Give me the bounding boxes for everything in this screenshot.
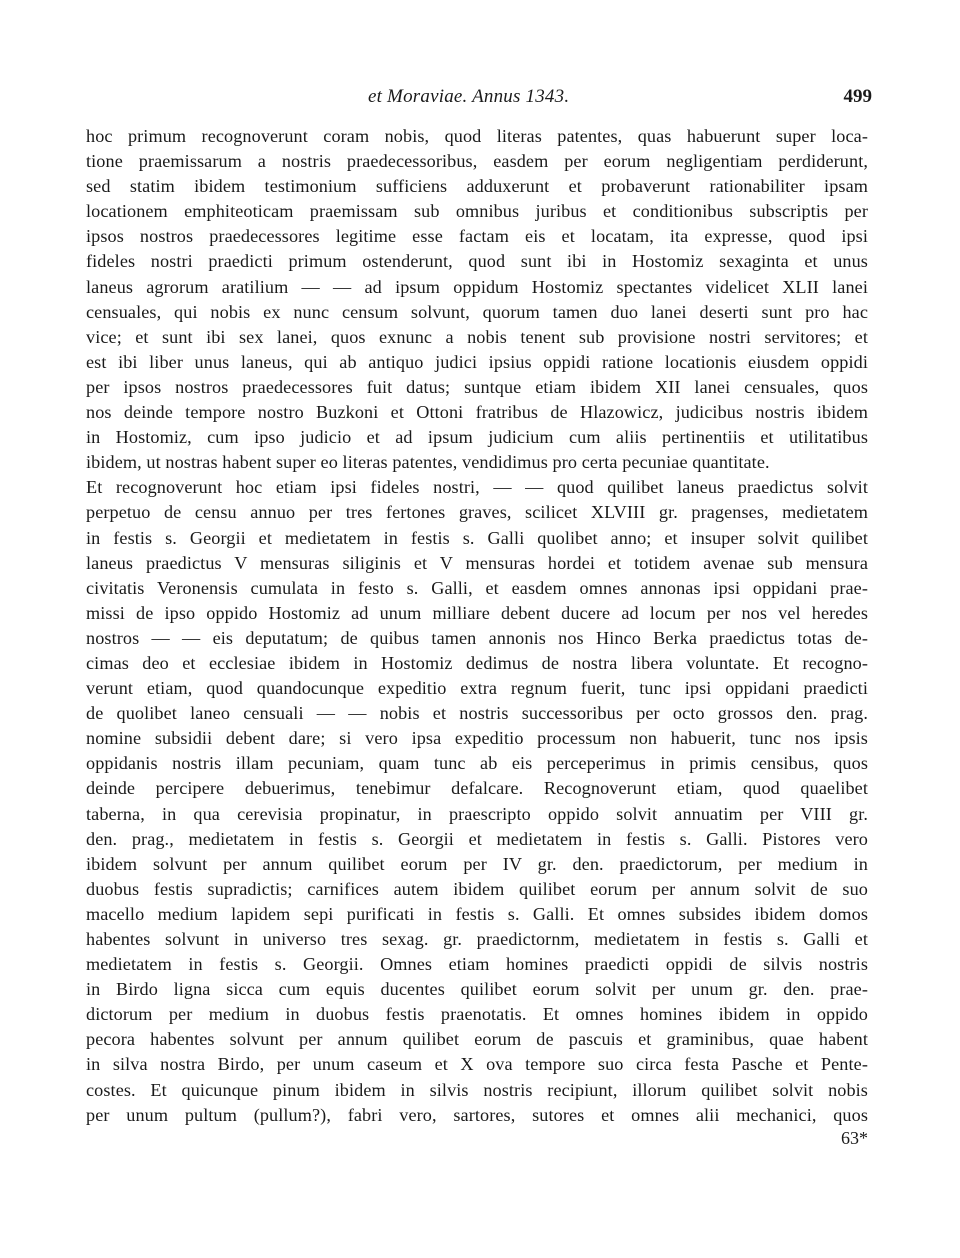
page-number: 499 — [843, 86, 872, 107]
text-line: ibidem, ut nostras habent super eo literas patentes, vendidimus pro certa pecuniae quantitate. — [86, 452, 770, 473]
text-line: nostros — — eis deputatum; de quibus tamen annonis nos Hinco Berka praedictus totas de- — [86, 627, 868, 648]
text-line: per ipsos nostros praedecessores fuit datus; suntque etiam ibidem XII lanei censuales, quos — [86, 376, 868, 397]
text-line: civitatis Veronensis cumulata in festo s. Galli, et easdem omnes annonas ipsi oppidani prae- — [86, 577, 868, 598]
text-line: est ibi liber unus laneus, qui ab antiquo judici ipsius oppidi ratione locationis eiusdem oppidi — [86, 351, 868, 372]
text-line: per unum pultum (pullum?), fabri vero, sartores, sutores et omnes alii mechanici, quos — [86, 1104, 868, 1125]
text-line: laneus praedictus V mensuras siliginis et V mensuras hordei et totidem avenae sub mensura — [86, 552, 868, 573]
text-line: in Birdo ligna sicca cum equis ducentes quilibet eorum solvit per unum gr. den. prae- — [86, 979, 868, 1000]
text-line: macello medium lapidem sepi purificati in festis s. Galli. Et omnes subsides ibidem domos — [86, 903, 868, 924]
text-line: verunt etiam, quod quandocunque expeditio extra regnum fuerit, tunc ipsi oppidani praedicti — [86, 678, 868, 699]
text-line: sed statim ibidem testimonium sufficiens adduxerunt et probaverunt rationabiliter ipsam — [86, 176, 868, 197]
text-line: missi de ipso oppido Hostomiz ad unum milliare debent ducere ad locum per nos vel heredes — [86, 602, 868, 623]
text-line: hoc primum recognoverunt coram nobis, quod literas patentes, quas habuerunt super loca- — [86, 126, 868, 146]
running-title: et Moraviae. Annus 1343. — [368, 86, 570, 107]
text-line: costes. Et quicunque pinum ibidem in silvis nostris recipiunt, illorum quilibet solvit nobis — [86, 1079, 868, 1100]
text-line: Et recognoverunt hoc etiam ipsi fideles nostri, — — quod quilibet laneus praedictus solvit — [86, 477, 868, 498]
text-line: tione praemissarum a nostris praedecessoribus, easdem per eorum negligentiam perdiderunt, — [86, 151, 868, 172]
running-head — [0, 86, 960, 114]
text-line: vice; et sunt ibi sex lanei, quos exnunc a nobis tenent sub provisione nostri servitores; et — [86, 326, 868, 347]
text-line: in festis s. Georgii et medietatem in festis s. Galli quolibet anno; et insuper solvit quilibet — [86, 527, 868, 548]
text-line: locationem emphiteoticam praemissam sub omnibus juribus et conditionibus subscriptis per — [86, 201, 868, 222]
body-text — [86, 124, 868, 1128]
text-line: medietatem in festis s. Georgii. Omnes etiam homines praedicti oppidi de silvis nostris — [86, 954, 868, 975]
text-line: nos deinde tempore nostro Buzkoni et Ottoni fratribus de Hlazowicz, judicibus nostris ibidem — [86, 402, 868, 423]
text-line: pecora habentes solvunt per annum quilibet eorum de pascuis et graminibus, quae habent — [86, 1029, 868, 1050]
text-line: de quolibet laneo censuali — — nobis et nostris successoribus per octo grossos den. prag. — [86, 703, 868, 724]
text-line: ipsos nostros praedecessores legitime esse factam eis et locatam, ita expresse, quod ipsi — [86, 226, 868, 247]
signature-mark: 63* — [841, 1128, 868, 1148]
text-line: ibidem solvunt per annum quilibet eorum per IV gr. den. praedictorum, per medium in — [86, 853, 868, 874]
text-line: in Hostomiz, cum ipso judicio et ad ipsum judicium cum aliis pertinentiis et utilitatibus — [86, 427, 868, 448]
text-line: deinde percipere debuerimus, tenebimur defalcare. Recognoverunt etiam, quod quaelibet — [86, 778, 868, 799]
text-line: cimas deo et ecclesiae ibidem in Hostomiz dedimus de nostra libera voluntate. Et recogno- — [86, 652, 868, 673]
text-line: dictorum per medium in duobus festis praenotatis. Et omnes homines ibidem in oppido — [86, 1004, 868, 1025]
text-line: nomine subsidii debent dare; si vero ipsa expeditio processum non habuerit, tunc nos ipsis — [86, 728, 868, 749]
text-line: censuales, qui nobis ex nunc censum solvunt, quorum tamen duo lanei deserti sunt pro hac — [86, 301, 868, 322]
text-line: perpetuo de censu annuo per tres fertones graves, scilicet XLVIII gr. pragenses, medietatem — [86, 502, 868, 523]
text-line: den. prag., medietatem in festis s. Georgii et medietatem in festis s. Galli. Pistores vero — [86, 828, 868, 849]
text-line: taberna, in qua cerevisia propinatur, in praescripto oppido solvit annuatim per VIII gr. — [86, 803, 868, 824]
text-line: duobus festis supradictis; carnifices autem ibidem quilibet eorum per annum solvit de suo — [86, 878, 868, 899]
text-line: fideles nostri praedicti primum ostenderunt, quod sunt ibi in Hostomiz sexaginta et unus — [86, 251, 868, 272]
text-line: laneus agrorum aratilium — — ad ipsum oppidum Hostomiz spectantes videlicet XLII lanei — [86, 276, 868, 297]
text-line: habentes solvunt in universo tres sexag. gr. praedictornm, medietatem in festis s. Galli et — [86, 929, 868, 949]
text-line: in silva nostra Birdo, per unum caseum et X ova tempore suo circa festa Pasche et Pente- — [86, 1054, 868, 1075]
text-line: oppidanis nostris illam pecuniam, quam tunc ab eis perceperimus in primis censibus, quos — [86, 753, 868, 774]
